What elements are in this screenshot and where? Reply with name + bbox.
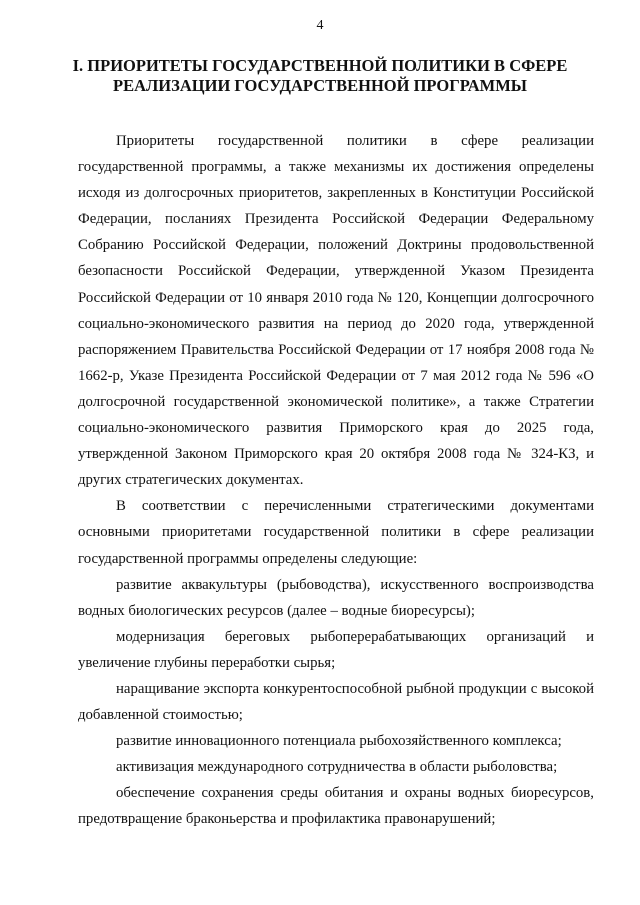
page-number: 4 — [316, 18, 324, 33]
priority-item: наращивание экспорта конкурентоспособной рыбной продукции с высокой добавленной стоимостью; — [78, 680, 594, 724]
priority-item: развитие аквакультуры (рыбоводства), искусственного воспроизводства водных биологических ресурсов (далее – водные биоресурсы); — [78, 576, 594, 619]
priority-item: модернизация береговых рыбоперерабатывающих организаций и увеличение глубины переработки сырья; — [78, 628, 594, 671]
paragraph-priorities-intro: В соответствии с перечисленными стратегическими документами основными приоритетами государственной политики в сфере реализации государственной программы определены следующие: — [78, 498, 594, 567]
section-heading-line-2: РЕАЛИЗАЦИИ ГОСУДАРСТВЕННОЙ ПРОГРАММЫ — [113, 76, 527, 95]
body-text — [78, 128, 594, 833]
paragraph-priorities-basis: Приоритеты государственной политики в сфере реализации государственной программы, а также механизмы их достижения определены исходя из долгосрочных приоритетов, закрепленных в Конституции Российской Федерации, посланиях Президента Российской Федерации Федеральному Собранию Российской Федерации, положений Доктрины продовольственной безопасности Российской Федерации, утвержденной Указом Президента Российской Федерации от 10 января 2010 года № 120, Концепции долгосрочного социально-экономического развития на период до 2020 года, утвержденной распоряжением Правительства Российской Федерации от 17 ноября 2008 года № 1662-р, Указе Президента Российской Федерации от 7 мая 2012 года № 596 «О долгосрочной государственной экономической политике», а также Стратегии социально-экономического развития Приморского края до 2025 года, утвержденной Законом Приморского края 20 октября 2008 года № 324-КЗ, и других стратегических документах. — [78, 133, 594, 489]
priority-item: развитие инновационного потенциала рыбохозяйственного комплекса; — [116, 733, 562, 750]
section-heading-line-1: I. ПРИОРИТЕТЫ ГОСУДАРСТВЕННОЙ ПОЛИТИКИ В СФЕРЕ — [72, 56, 568, 75]
section-heading — [70, 56, 570, 96]
priority-item: активизация международного сотрудничества в области рыболовства; — [116, 759, 558, 776]
priority-item: обеспечение сохранения среды обитания и охраны водных биоресурсов, предотвращение браконьерства и профилактика правонарушений; — [78, 785, 594, 828]
